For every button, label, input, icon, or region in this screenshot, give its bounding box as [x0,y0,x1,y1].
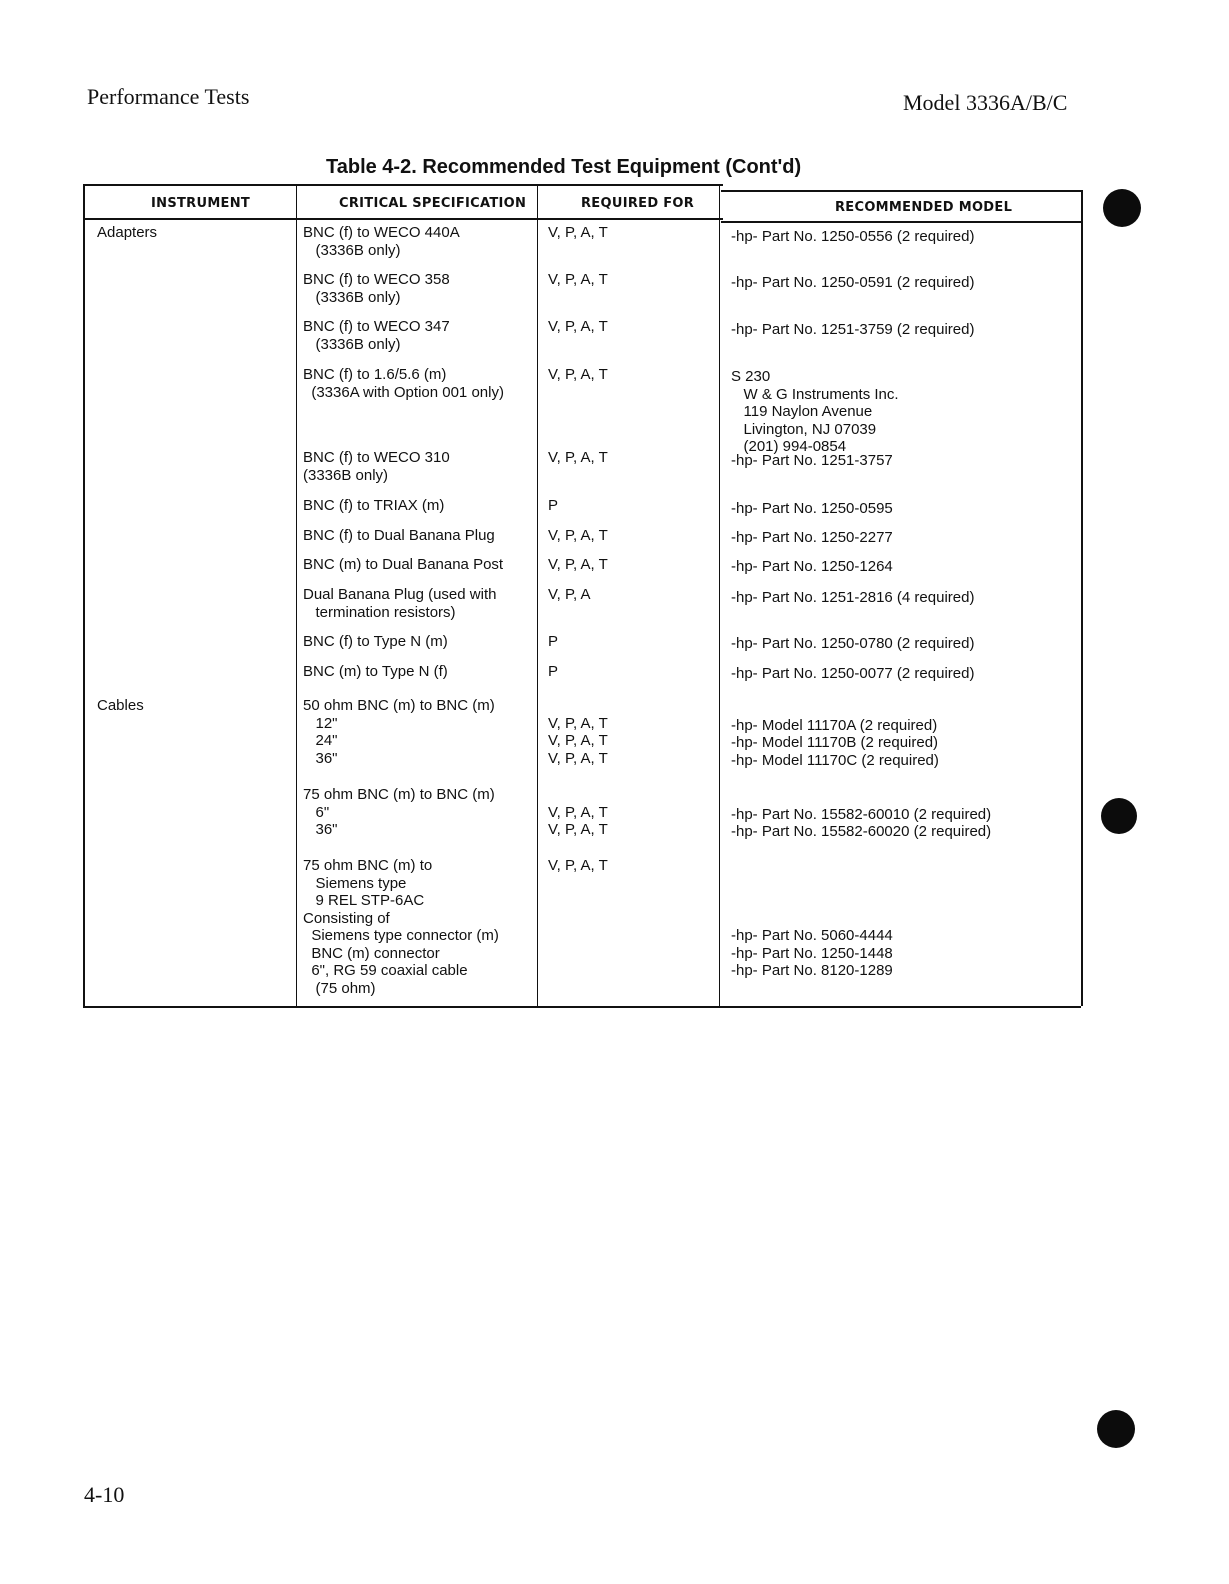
column-header-instrument: INSTRUMENT [151,196,251,211]
table-caption: Table 4-2. Recommended Test Equipment (Cont'd) [326,156,802,178]
binder-hole-icon [1097,1410,1135,1448]
table-border-right [1081,192,1083,1006]
spec-cell: BNC (f) to WECO 358 (3336B only) [303,271,450,306]
spec-cell: BNC (f) to Type N (m) [303,633,448,650]
spec-cell: 75 ohm BNC (m) to Siemens type 9 REL STP-6AC Consisting of Siemens type connector (m) BNC (m) connector 6", RG 59 coaxial cable (75 ohm) [303,857,499,997]
instrument-cell: Cables [97,697,144,714]
spec-cell: BNC (f) to TRIAX (m) [303,497,445,514]
model-cell: -hp- Part No. 1250-0780 (2 required) [731,635,975,652]
required-for-cell: V, P, A, T V, P, A, T [548,803,608,838]
page-header-title: Performance Tests [87,84,250,109]
required-for-cell: P [548,497,559,514]
table-rule [85,218,723,220]
spec-cell: BNC (f) to WECO 310 (3336B only) [303,449,450,484]
required-for-cell: P [548,633,559,650]
required-for-cell: V, P, A, T [548,318,608,335]
required-for-cell: V, P, A, T [548,366,608,383]
required-for-cell: V, P, A, T [548,271,608,288]
model-cell: -hp- Part No. 1251-3759 (2 required) [731,321,975,338]
model-cell: -hp- Part No. 1250-0591 (2 required) [731,274,975,291]
spec-cell: BNC (m) to Type N (f) [303,663,448,680]
required-for-cell: V, P, A, T [548,857,608,874]
required-for-cell: V, P, A, T V, P, A, T V, P, A, T [548,714,608,767]
spec-cell: 50 ohm BNC (m) to BNC (m) 12" 24" 36" [303,697,495,767]
model-cell: -hp- Part No. 1251-3757 [731,452,893,469]
table-rule [85,184,723,186]
binder-hole-icon [1103,189,1141,227]
model-cell: -hp- Part No. 1250-2277 [731,529,893,546]
column-header-recommended-model: RECOMMENDED MODEL [835,200,1013,215]
spec-cell: BNC (f) to WECO 347 (3336B only) [303,318,450,353]
required-for-cell: V, P, A, T [548,527,608,544]
required-for-cell: V, P, A, T [548,449,608,466]
spec-cell: BNC (f) to Dual Banana Plug [303,527,495,544]
required-for-cell: V, P, A, T [548,556,608,573]
required-for-cell: P [548,663,559,680]
spec-cell: Dual Banana Plug (used with termination resistors) [303,586,497,621]
column-header-critical-specification: CRITICAL SPECIFICATION [339,196,527,211]
instrument-cell: Adapters [97,224,158,241]
spec-cell: BNC (f) to 1.6/5.6 (m) (3336A with Option 001 only) [303,366,504,401]
column-divider [719,184,720,1006]
model-cell: S 230 W & G Instruments Inc. 119 Naylon Avenue Livington, NJ 07039 (201) 994-0854 [731,368,899,455]
model-cell: -hp- Part No. 1250-1264 [731,558,893,575]
column-divider [537,184,538,1006]
spec-cell: BNC (m) to Dual Banana Post [303,556,504,573]
equipment-table [83,184,1081,1008]
page-header-model: Model 3336A/B/C [903,90,1068,115]
model-cell: -hp- Part No. 1251-2816 (4 required) [731,589,975,606]
spec-cell: 75 ohm BNC (m) to BNC (m) 6" 36" [303,786,495,838]
model-cell: -hp- Part No. 1250-0077 (2 required) [731,665,975,682]
table-rule [721,221,1083,223]
model-cell: -hp- Part No. 15582-60010 (2 required) -hp- Part No. 15582-60020 (2 required) [731,805,992,840]
spec-cell: BNC (f) to WECO 440A (3336B only) [303,224,460,259]
column-divider [296,184,297,1006]
column-header-required-for: REQUIRED FOR [581,196,695,211]
model-cell: -hp- Model 11170A (2 required) -hp- Model 11170B (2 required) -hp- Model 11170C (2 required) [731,716,939,769]
model-cell: -hp- Part No. 1250-0595 [731,500,893,517]
binder-hole-icon [1101,798,1137,834]
required-for-cell: V, P, A [548,586,591,603]
model-cell: -hp- Part No. 1250-0556 (2 required) [731,228,975,245]
required-for-cell: V, P, A, T [548,224,608,241]
page-number: 4-10 [84,1482,125,1507]
table-rule [721,190,1083,192]
model-cell: -hp- Part No. 5060-4444 -hp- Part No. 1250-1448 -hp- Part No. 8120-1289 [731,927,893,979]
